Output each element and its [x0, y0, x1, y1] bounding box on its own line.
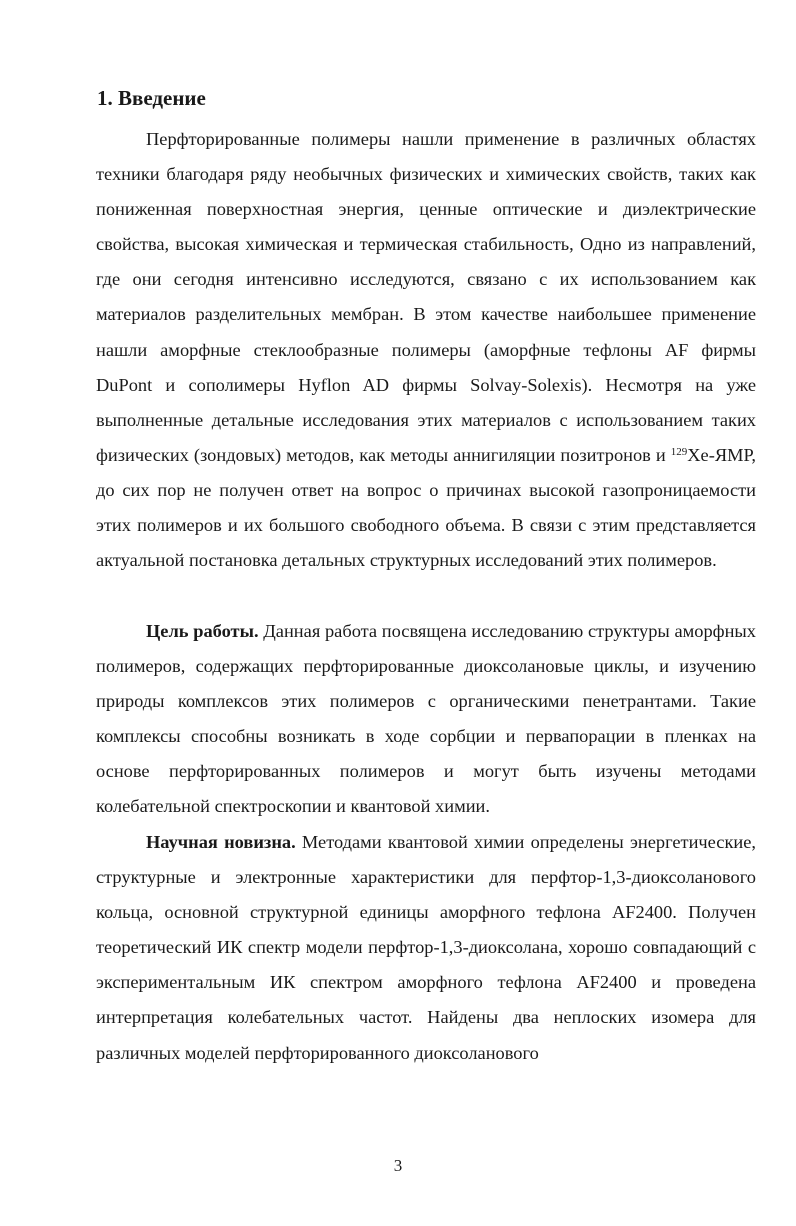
- paragraph-goal: [96, 614, 756, 825]
- paragraph-lead-novelty: Научная новизна.: [146, 832, 296, 852]
- paragraph-text: Данная работа посвящена исследованию структуры аморфных полимеров, содержащих перфторированные диоксолановые циклы, и изучению природы комплексов этих полимеров с органическими пенетрантами. Такие комплексы способны возникать в ходе сорбции и первапорации в пленках на основе перфторированных полимеров и могут быть изучены методами колебательной спектроскопии и квантовой химии.: [96, 621, 756, 817]
- paragraph-novelty: [96, 825, 756, 1071]
- paragraph-lead-goal: Цель работы.: [146, 621, 259, 641]
- paragraph-text: Перфторированные полимеры нашли применение в различных областях техники благодаря ряду необычных физических и химических свойств, таких как пониженная поверхностная энергия, ценные оптические и диэлектрические свойства, высокая химическая и термическая стабильность, Одно из направлений, где они сегодня интенсивно исследуются, связано с их использованием как материалов разделительных мембран. В этом качестве наибольшее применение нашли аморфные стеклообразные полимеры (аморфные тефлоны AF фирмы DuPont и сополимеры Hyflon AD фирмы Solvay-Solexis). Несмотря на уже выполненные детальные исследования этих материалов с использованием таких физических (зондовых) методов, как методы аннигиляции позитронов и: [96, 129, 756, 465]
- paragraph-text-continued: Xe-ЯМР, до сих пор не получен ответ на вопрос о причинах высокой газопроницаемости этих полимеров и их большого свободного объема. В связи с этим представляется актуальной постановка детальных структурных исследований этих полимеров.: [96, 444, 756, 571]
- paragraph-introduction: [96, 122, 756, 578]
- isotope-superscript: 129: [670, 445, 688, 458]
- section-heading: 1. Введение: [97, 86, 206, 110]
- paragraph-text: Методами квантовой химии определены энергетические, структурные и электронные характеристики для перфтор-1,3-диоксоланового кольца, основной структурной единицы аморфного тефлона AF2400. Получен теоретический ИК спектр модели перфтор-1,3-диоксолана, хорошо совпадающий с экспериментальным ИК спектром аморфного тефлона AF2400 и проведена интерпретация колебательных частот. Найдены два неплоских изомера для различных моделей перфторированного диоксоланового: [96, 832, 756, 1063]
- page-number: 3: [393, 1156, 403, 1175]
